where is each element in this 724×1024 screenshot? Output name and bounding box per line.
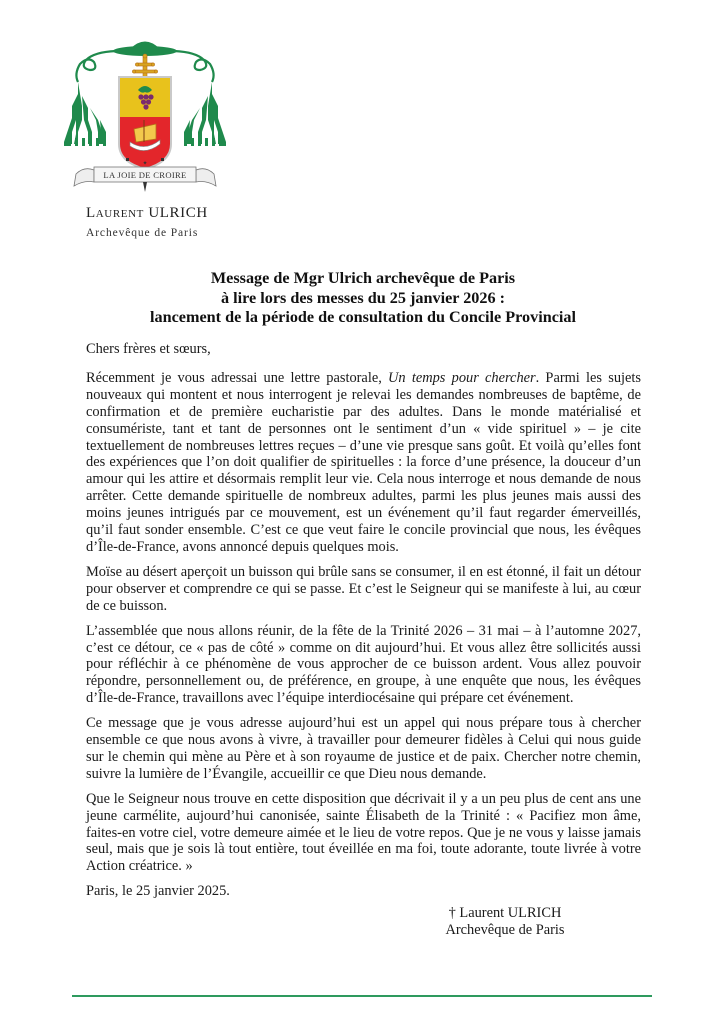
tassels-left-icon xyxy=(64,82,106,146)
sender-block xyxy=(86,204,208,241)
paragraph-3: L’assemblée que nous allons réunir, de la fête de la Trinité 2026 – 31 mai – à l’automne 2027, c’est ce détour, ce « pas de côté » comme on dit aujourd’hui. Et vous allez être sollicités aussi pour réfléchir à ce phénomène de vous approcher de ce buisson ardent. Vous allez pouvoir répondre, personnellement ou, de préférence, en groupe, à une enquête que nous, les évêques d’Île-de-France, travaillons avec l’équipe interdiocésaine qui prépare cet événement. xyxy=(86,622,641,707)
sender-title: Archevêque de Paris xyxy=(86,227,199,239)
paragraph-1 xyxy=(86,370,641,556)
signature-name: † Laurent ULRICH xyxy=(448,905,562,921)
title-line-3: lancement de la période de consultation du Concile Provincial xyxy=(150,308,576,326)
paragraph-1-start: Récemment je vous adressai une lettre pastorale, xyxy=(86,369,389,386)
footer-rule xyxy=(72,995,652,997)
document-title xyxy=(80,269,646,328)
paragraph-5: Que le Seigneur nous trouve en cette disposition que décrivait il y a un peu plus de cent ans une jeune carmélite, aujourd’hui canonisée, sainte Élisabeth de la Trinité : « Pacifiez mon âme, faites-en votre ciel, votre demeure aimée et le lieu de votre repos. Que je ne vous y laisse jamais seul, mais que je sois là tout entière, tout éveillée en ma foi, toute adorante, toute livrée à votre Action créatrice. » xyxy=(86,790,641,875)
dateline: Paris, le 25 janvier 2025. xyxy=(86,883,230,900)
motto-text: LA JOIE DE CROIRE xyxy=(103,170,187,180)
shield-icon xyxy=(119,77,171,169)
paragraph-2: Moïse au désert aperçoit un buisson qui brûle sans se consumer, il en est étonné, il fait un détour pour observer et comprendre ce qui se passe. Et c’est le Seigneur qui se manifeste à lui, au cœur de ce buisson. xyxy=(86,563,641,614)
signature-title: Archevêque de Paris xyxy=(445,922,565,938)
title-line-1: Message de Mgr Ulrich archevêque de Paris xyxy=(210,269,516,287)
paragraph-1-rest: . Parmi les sujets nouveaux qui montent et nous interrogent je relevai les demandes nombreuses de baptême, de confirmation et de première eucharistie par des adultes. Dans le monde matérialisé et consumériste, tant et tant de personnes ont le sentiment d’un « vide spirituel » – je cite textuellement de nombreuses lettres reçues – d’une vie presque sans goût. Et voilà qu’elles font des expériences que l’on doit qualifier de spirituelles : la force d’une présence, la douceur d’un amour qui les attire et désormais remplit leur vie. Cela nous interroge et nous demande de nous arrêter. Cette demande spirituelle de nombreux adultes, parmi les plus jeunes mais aussi des moins jeunes intrigués par ce mouvement, est un événement qu’il faut regarder émerveillés, qu’il faut sonder ensemble. C’est ce que veut faire le concile provincial que nous, les évêques d’Île-de-France, avons annoncé depuis quelques mois. xyxy=(86,369,642,555)
tassels-right-icon xyxy=(184,82,226,146)
sender-name: Laurent ULRICH xyxy=(86,205,208,221)
paragraph-4: Ce message que je vous adresse aujourd’hui est un appel qui nous prépare tous à chercher ensemble ce que nous avons à vivre, à travailler pour demeurer fidèles à Celui qui nous guide sur le chemin qui mène au Père et à son royaume de justice et de paix. Chercher notre chemin, suivre la lumière de l’Évangile, accueillir ce que Dieu nous demande. xyxy=(86,715,641,782)
title-line-2: à lire lors des messes du 25 janvier 2026 : xyxy=(220,288,506,307)
pastoral-letter-title: Un temps pour chercher xyxy=(388,369,536,386)
svg-text:✦: ✦ xyxy=(142,161,148,167)
letter-body xyxy=(86,341,641,908)
staff-point-icon xyxy=(143,182,147,192)
coat-of-arms-logo xyxy=(64,34,226,192)
signature-block xyxy=(400,905,610,939)
salutation: Chers frères et sœurs, xyxy=(86,341,211,357)
